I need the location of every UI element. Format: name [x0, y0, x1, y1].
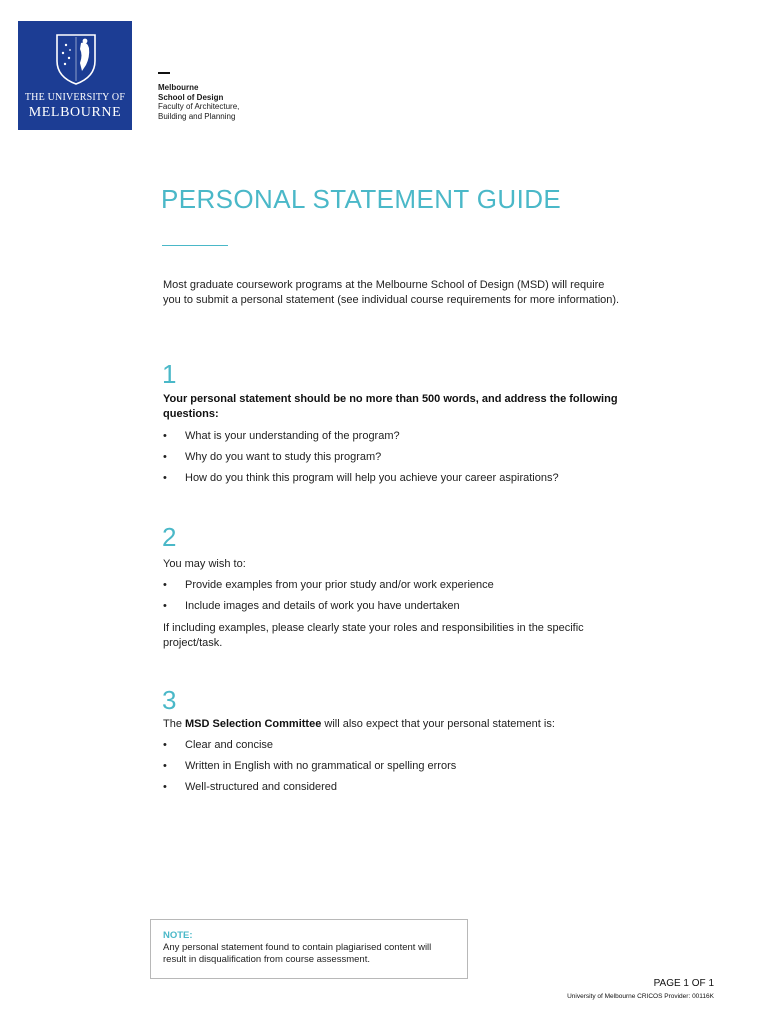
section2-lead: You may wish to:: [163, 558, 246, 570]
school-name-line2: School of Design: [158, 92, 224, 102]
bullet-icon: •: [163, 472, 167, 484]
section3-list: [163, 738, 623, 801]
page-number: PAGE 1 OF 1: [653, 978, 714, 989]
list-item: • How do you think this program will help you achieve your career aspirations?: [163, 472, 559, 484]
section3-lead: The MSD Selection Committee will also expect that your personal statement is:: [163, 718, 555, 730]
list-item: • Provide examples from your prior study and/or work experience: [163, 579, 494, 591]
list-item: • Include images and details of work you have undertaken: [163, 600, 460, 612]
faculty-line1: Faculty of Architecture,: [158, 102, 240, 111]
logo-line-university-of: THE UNIVERSITY OF: [24, 92, 126, 103]
bullet-icon: •: [163, 430, 167, 442]
list-item: • Why do you want to study this program?: [163, 451, 382, 463]
note-text: Any personal statement found to contain plagiarised content will result in disqualification from course assessment.: [163, 942, 432, 965]
section1-lead: Your personal statement should be no more than 500 words, and address the following questions:: [163, 393, 618, 420]
bullet-icon: •: [163, 600, 167, 612]
list-item: • Well-structured and considered: [163, 781, 338, 793]
section2-list: [163, 578, 623, 620]
section1-list: [163, 429, 623, 492]
crest-icon: [53, 31, 99, 87]
list-item: • Written in English with no grammatical or spelling errors: [163, 760, 457, 772]
note-box: [150, 919, 468, 979]
school-block: [158, 72, 239, 121]
logo-line-melbourne: MELBOURNE: [28, 105, 122, 120]
intro-paragraph: Most graduate coursework programs at the Melbourne School of Design (MSD) will require you to submit a personal statement (see individual course requirements for more information).: [163, 279, 620, 306]
university-logo: [18, 21, 132, 130]
committee-name: MSD Selection Committee: [185, 718, 322, 730]
step-number-3: 3: [162, 685, 177, 715]
bullet-icon: •: [163, 781, 167, 793]
title-underline: [162, 245, 228, 246]
bullet-icon: •: [163, 760, 167, 772]
note-title: NOTE:: [163, 930, 193, 941]
cricos-provider: University of Melbourne CRICOS Provider: 00116K: [567, 993, 714, 1000]
step-number-2: 2: [162, 522, 177, 552]
bullet-icon: •: [163, 451, 167, 463]
faculty-line2: Building and Planning: [158, 111, 236, 121]
list-item: • Clear and concise: [163, 739, 274, 751]
bullet-icon: •: [163, 739, 167, 751]
list-item: • What is your understanding of the program?: [163, 430, 400, 442]
school-dash: [158, 72, 170, 74]
school-name-line1: Melbourne: [158, 83, 199, 92]
section2-followup: If including examples, please clearly state your roles and responsibilities in the specific project/task.: [163, 622, 584, 649]
bullet-icon: •: [163, 579, 167, 591]
page-title: PERSONAL STATEMENT GUIDE: [161, 184, 562, 214]
step-number-1: 1: [162, 359, 177, 389]
